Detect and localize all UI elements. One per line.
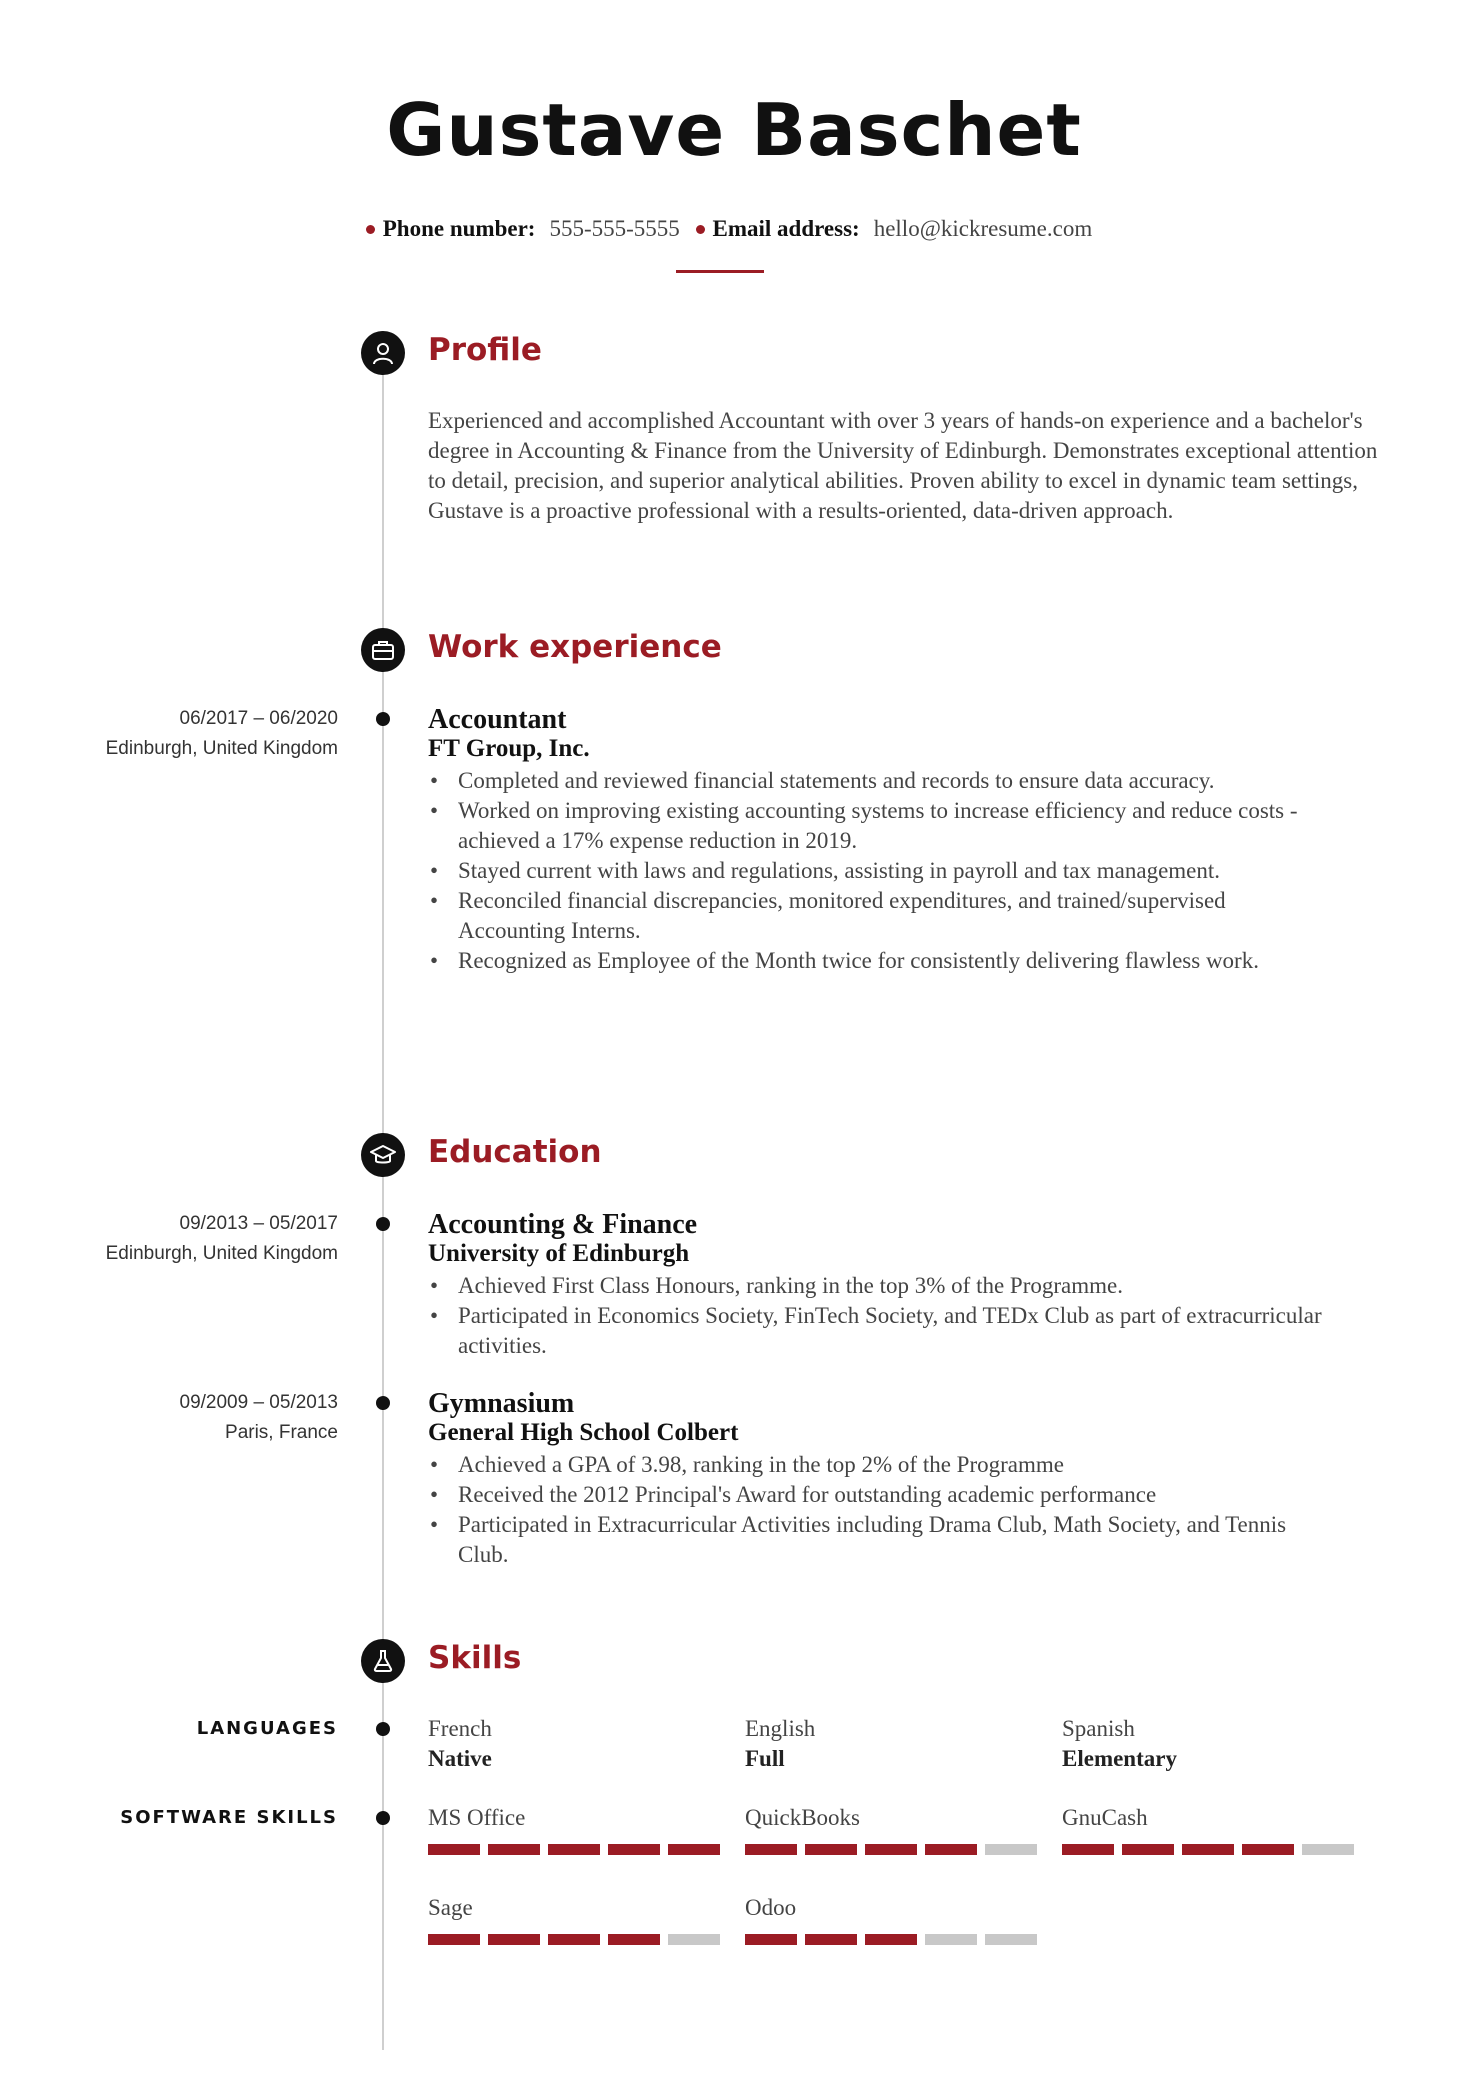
person-icon bbox=[361, 331, 405, 375]
rating-segment bbox=[1122, 1844, 1174, 1855]
rating-segment bbox=[1062, 1844, 1114, 1855]
section-title-education: Education bbox=[428, 1134, 602, 1170]
timeline-dot bbox=[376, 1396, 390, 1410]
work-entry-dates: 06/2017 – 06/2020 bbox=[179, 708, 338, 729]
rating-segment bbox=[865, 1844, 917, 1855]
software-rating-bar bbox=[428, 1844, 720, 1855]
graduation-cap-icon bbox=[361, 1133, 405, 1177]
education-entry bbox=[428, 1390, 1328, 1570]
work-entry-location: Edinburgh, United Kingdom bbox=[105, 738, 338, 759]
rating-segment bbox=[548, 1844, 600, 1855]
list-item: • Participated in Economics Society, FinTech Society, and TEDx Club as part of extracurricular activities. bbox=[428, 1301, 1328, 1361]
degree-title: Accounting & Finance bbox=[428, 1209, 698, 1240]
rating-segment bbox=[608, 1844, 660, 1855]
list-item: • Participated in Extracurricular Activities including Drama Club, Math Society, and Tennis Club. bbox=[428, 1510, 1328, 1570]
rating-segment bbox=[745, 1844, 797, 1855]
job-bullets bbox=[428, 766, 1328, 976]
education-entry-meta bbox=[40, 1388, 338, 1448]
phone-label: Phone number: bbox=[382, 216, 536, 241]
school-name: University of Edinburgh bbox=[428, 1240, 690, 1267]
skills-category-software: SOFTWARE SKILLS bbox=[120, 1807, 338, 1828]
timeline-dot bbox=[376, 712, 390, 726]
section-title-work: Work experience bbox=[428, 629, 722, 665]
rating-segment bbox=[488, 1844, 540, 1855]
rating-segment bbox=[668, 1934, 720, 1945]
language-level: Full bbox=[745, 1746, 785, 1771]
rating-segment bbox=[608, 1934, 660, 1945]
contact-bullet-icon bbox=[696, 225, 705, 234]
software-skill-name: Sage bbox=[428, 1895, 473, 1920]
rating-segment bbox=[488, 1934, 540, 1945]
skills-category-languages: LANGUAGES bbox=[196, 1718, 338, 1739]
rating-segment bbox=[925, 1934, 977, 1945]
rating-segment bbox=[1242, 1844, 1294, 1855]
rating-segment bbox=[1182, 1844, 1234, 1855]
language-item bbox=[428, 1714, 492, 1774]
rating-segment bbox=[805, 1934, 857, 1945]
language-level: Elementary bbox=[1062, 1746, 1177, 1771]
list-item: • Recognized as Employee of the Month twice for consistently delivering flawless work. bbox=[428, 946, 1328, 976]
candidate-name: Gustave Baschet bbox=[386, 88, 1082, 172]
education-entry-dates: 09/2013 – 05/2017 bbox=[179, 1213, 338, 1234]
rating-segment bbox=[428, 1844, 480, 1855]
list-item: • Achieved a GPA of 3.98, ranking in the top 2% of the Programme bbox=[428, 1450, 1328, 1480]
email-value[interactable]: hello@kickresume.com bbox=[873, 216, 1093, 241]
rating-segment bbox=[925, 1844, 977, 1855]
work-entry-meta bbox=[40, 704, 338, 764]
rating-segment bbox=[985, 1934, 1037, 1945]
language-item bbox=[1062, 1714, 1177, 1774]
education-bullets bbox=[428, 1450, 1328, 1570]
language-level: Native bbox=[428, 1746, 492, 1771]
rating-segment bbox=[865, 1934, 917, 1945]
company-name: FT Group, Inc. bbox=[428, 735, 590, 762]
degree-title: Gymnasium bbox=[428, 1388, 575, 1419]
list-item: • Completed and reviewed financial statements and records to ensure data accuracy. bbox=[428, 766, 1328, 796]
language-item bbox=[745, 1714, 815, 1774]
timeline-dot bbox=[376, 1722, 390, 1736]
education-entry-meta bbox=[40, 1209, 338, 1269]
phone-value: 555-555-5555 bbox=[549, 216, 680, 241]
list-item: • Achieved First Class Honours, ranking in the top 3% of the Programme. bbox=[428, 1271, 1328, 1301]
software-skill-name: MS Office bbox=[428, 1805, 526, 1830]
timeline-dot bbox=[376, 1811, 390, 1825]
education-bullets bbox=[428, 1271, 1328, 1361]
education-entry-location: Paris, France bbox=[225, 1422, 338, 1443]
rating-segment bbox=[985, 1844, 1037, 1855]
timeline-dot bbox=[376, 1217, 390, 1231]
job-title: Accountant bbox=[428, 704, 567, 735]
language-name: English bbox=[745, 1716, 816, 1741]
rating-segment bbox=[548, 1934, 600, 1945]
rating-segment bbox=[745, 1934, 797, 1945]
section-title-skills: Skills bbox=[428, 1640, 522, 1676]
education-entry-location: Edinburgh, United Kingdom bbox=[105, 1243, 338, 1264]
language-name: French bbox=[428, 1716, 492, 1741]
software-rating-bar bbox=[745, 1844, 1037, 1855]
timeline-line bbox=[382, 375, 384, 2050]
software-skill-name: GnuCash bbox=[1062, 1805, 1148, 1830]
rating-segment bbox=[805, 1844, 857, 1855]
section-title-profile: Profile bbox=[428, 332, 542, 368]
work-entry bbox=[428, 706, 1328, 976]
rating-segment bbox=[668, 1844, 720, 1855]
list-item: • Stayed current with laws and regulations, assisting in payroll and tax management. bbox=[428, 856, 1328, 886]
contact-line bbox=[0, 216, 1468, 242]
rating-segment bbox=[1302, 1844, 1354, 1855]
list-item: • Worked on improving existing accounting systems to increase efficiency and reduce costs - achieved a 17% expense reduction in 2019. bbox=[428, 796, 1328, 856]
software-skill-name: QuickBooks bbox=[745, 1805, 860, 1830]
software-rating-bar bbox=[428, 1934, 720, 1945]
contact-bullet-icon bbox=[366, 225, 375, 234]
rating-segment bbox=[428, 1934, 480, 1945]
software-rating-bar bbox=[745, 1934, 1037, 1945]
email-label: Email address: bbox=[712, 216, 860, 241]
profile-summary: Experienced and accomplished Accountant with over 3 years of hands-on experience and a bachelor's degree in Accounting & Finance from the University of Edinburgh. Demonstrates exceptional attention to detail, precision, and superior analytical abilities. Proven ability to excel in dynamic team settings, Gustave is a proactive professional with a results-oriented, data-driven approach. bbox=[428, 408, 1378, 523]
education-entry-dates: 09/2009 – 05/2013 bbox=[179, 1392, 338, 1413]
software-rating-bar bbox=[1062, 1844, 1354, 1855]
briefcase-icon bbox=[361, 628, 405, 672]
education-entry bbox=[428, 1211, 1328, 1361]
list-item: • Received the 2012 Principal's Award for outstanding academic performance bbox=[428, 1480, 1328, 1510]
school-name: General High School Colbert bbox=[428, 1419, 739, 1446]
language-name: Spanish bbox=[1062, 1716, 1135, 1741]
software-skill-name: Odoo bbox=[745, 1895, 797, 1920]
list-item: • Reconciled financial discrepancies, monitored expenditures, and trained/supervised Accounting Interns. bbox=[428, 886, 1328, 946]
header-divider bbox=[676, 270, 764, 273]
flask-icon bbox=[361, 1639, 405, 1683]
